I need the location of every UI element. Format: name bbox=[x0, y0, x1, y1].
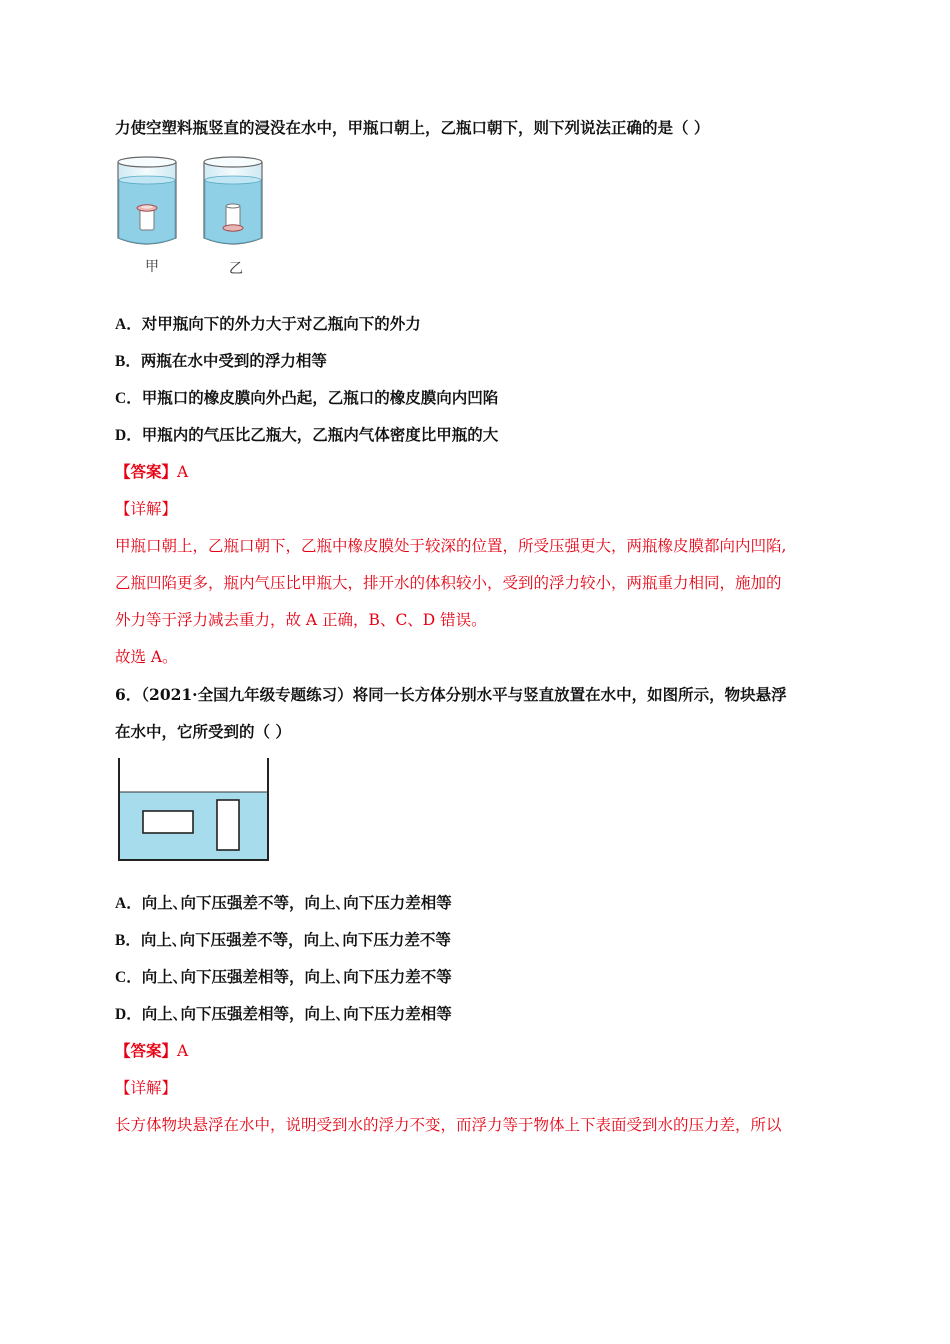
option-text: 甲瓶内的气压比乙瓶大，乙瓶内气体密度比甲瓶的大 bbox=[141, 425, 499, 444]
option-letter: C． bbox=[115, 390, 142, 407]
container-figure bbox=[112, 756, 274, 864]
answer-value: A bbox=[177, 463, 189, 481]
vertical-block bbox=[217, 800, 239, 850]
option-letter: D． bbox=[115, 1006, 142, 1023]
q6-answer bbox=[115, 1040, 188, 1062]
option-text: 向上､向下压强差不等，向上､向下压力差不等 bbox=[140, 930, 451, 949]
answer-value: A bbox=[177, 1042, 189, 1060]
q6-option-a bbox=[115, 892, 452, 915]
q5-answer bbox=[115, 461, 188, 483]
question-6-stem-cont: 在水中，它所受到的（ ） bbox=[115, 722, 291, 741]
option-text: 两瓶在水中受到的浮力相等 bbox=[140, 351, 327, 370]
beaker-yi bbox=[204, 157, 262, 244]
q5-detail-line: 故选 A。 bbox=[115, 648, 178, 666]
q6-detail-label: 【详解】 bbox=[115, 1079, 178, 1097]
q6-option-d bbox=[115, 1003, 452, 1026]
question-number: 6． bbox=[115, 685, 142, 704]
question-stem-text: 将同一长方体分别水平与竖直放置在水中，如图所示，物块悬浮 bbox=[352, 685, 787, 704]
option-text: 向上､向下压强差不等，向上､向下压力差相等 bbox=[141, 893, 452, 912]
q5-option-b bbox=[115, 350, 327, 373]
question-source: （2021·全国九年级专题练习） bbox=[141, 685, 353, 704]
q5-detail-line: 乙瓶凹陷更多，瓶内气压比甲瓶大，排开水的体积较小，受到的浮力较小，两瓶重力相同，施加的 bbox=[115, 574, 782, 592]
q5-option-c bbox=[115, 387, 498, 410]
answer-label: 【答案】 bbox=[115, 1041, 178, 1060]
option-text: 向上､向下压强差相等，向上､向下压力差不等 bbox=[141, 967, 452, 986]
q5-option-a bbox=[115, 313, 421, 336]
q6-option-c bbox=[115, 966, 452, 989]
beakers-figure bbox=[112, 152, 272, 252]
figure-label-yi: 乙 bbox=[229, 261, 243, 277]
option-letter: A． bbox=[115, 895, 142, 912]
question-6-stem bbox=[115, 684, 787, 706]
q5-detail-label: 【详解】 bbox=[115, 500, 178, 518]
option-letter: D． bbox=[115, 427, 142, 444]
option-letter: B． bbox=[115, 932, 141, 949]
beaker-jia bbox=[118, 157, 176, 244]
q6-option-b bbox=[115, 929, 451, 952]
option-text: 对甲瓶向下的外力大于对乙瓶向下的外力 bbox=[141, 314, 421, 333]
option-letter: B． bbox=[115, 353, 141, 370]
option-letter: C． bbox=[115, 969, 142, 986]
q5-detail-line: 甲瓶口朝上，乙瓶口朝下，乙瓶中橡皮膜处于较深的位置，所受压强更大，两瓶橡皮膜都向内凹陷, bbox=[115, 537, 787, 555]
q5-option-d bbox=[115, 424, 498, 447]
q5-detail-line: 外力等于浮力减去重力，故 A 正确，B、C、D 错误。 bbox=[115, 611, 487, 629]
question-5-stem: 力使空塑料瓶竖直的浸没在水中，甲瓶口朝上，乙瓶口朝下，则下列说法正确的是（ ） bbox=[115, 118, 710, 137]
q6-detail-line: 长方体物块悬浮在水中，说明受到水的浮力不变，而浮力等于物体上下表面受到水的压力差，所以 bbox=[115, 1116, 782, 1134]
figure-label-jia: 甲 bbox=[145, 259, 159, 275]
answer-label: 【答案】 bbox=[115, 462, 178, 481]
horizontal-block bbox=[143, 811, 193, 833]
option-text: 向上､向下压强差相等，向上､向下压力差相等 bbox=[141, 1004, 452, 1023]
option-letter: A． bbox=[115, 316, 142, 333]
option-text: 甲瓶口的橡皮膜向外凸起，乙瓶口的橡皮膜向内凹陷 bbox=[141, 388, 499, 407]
